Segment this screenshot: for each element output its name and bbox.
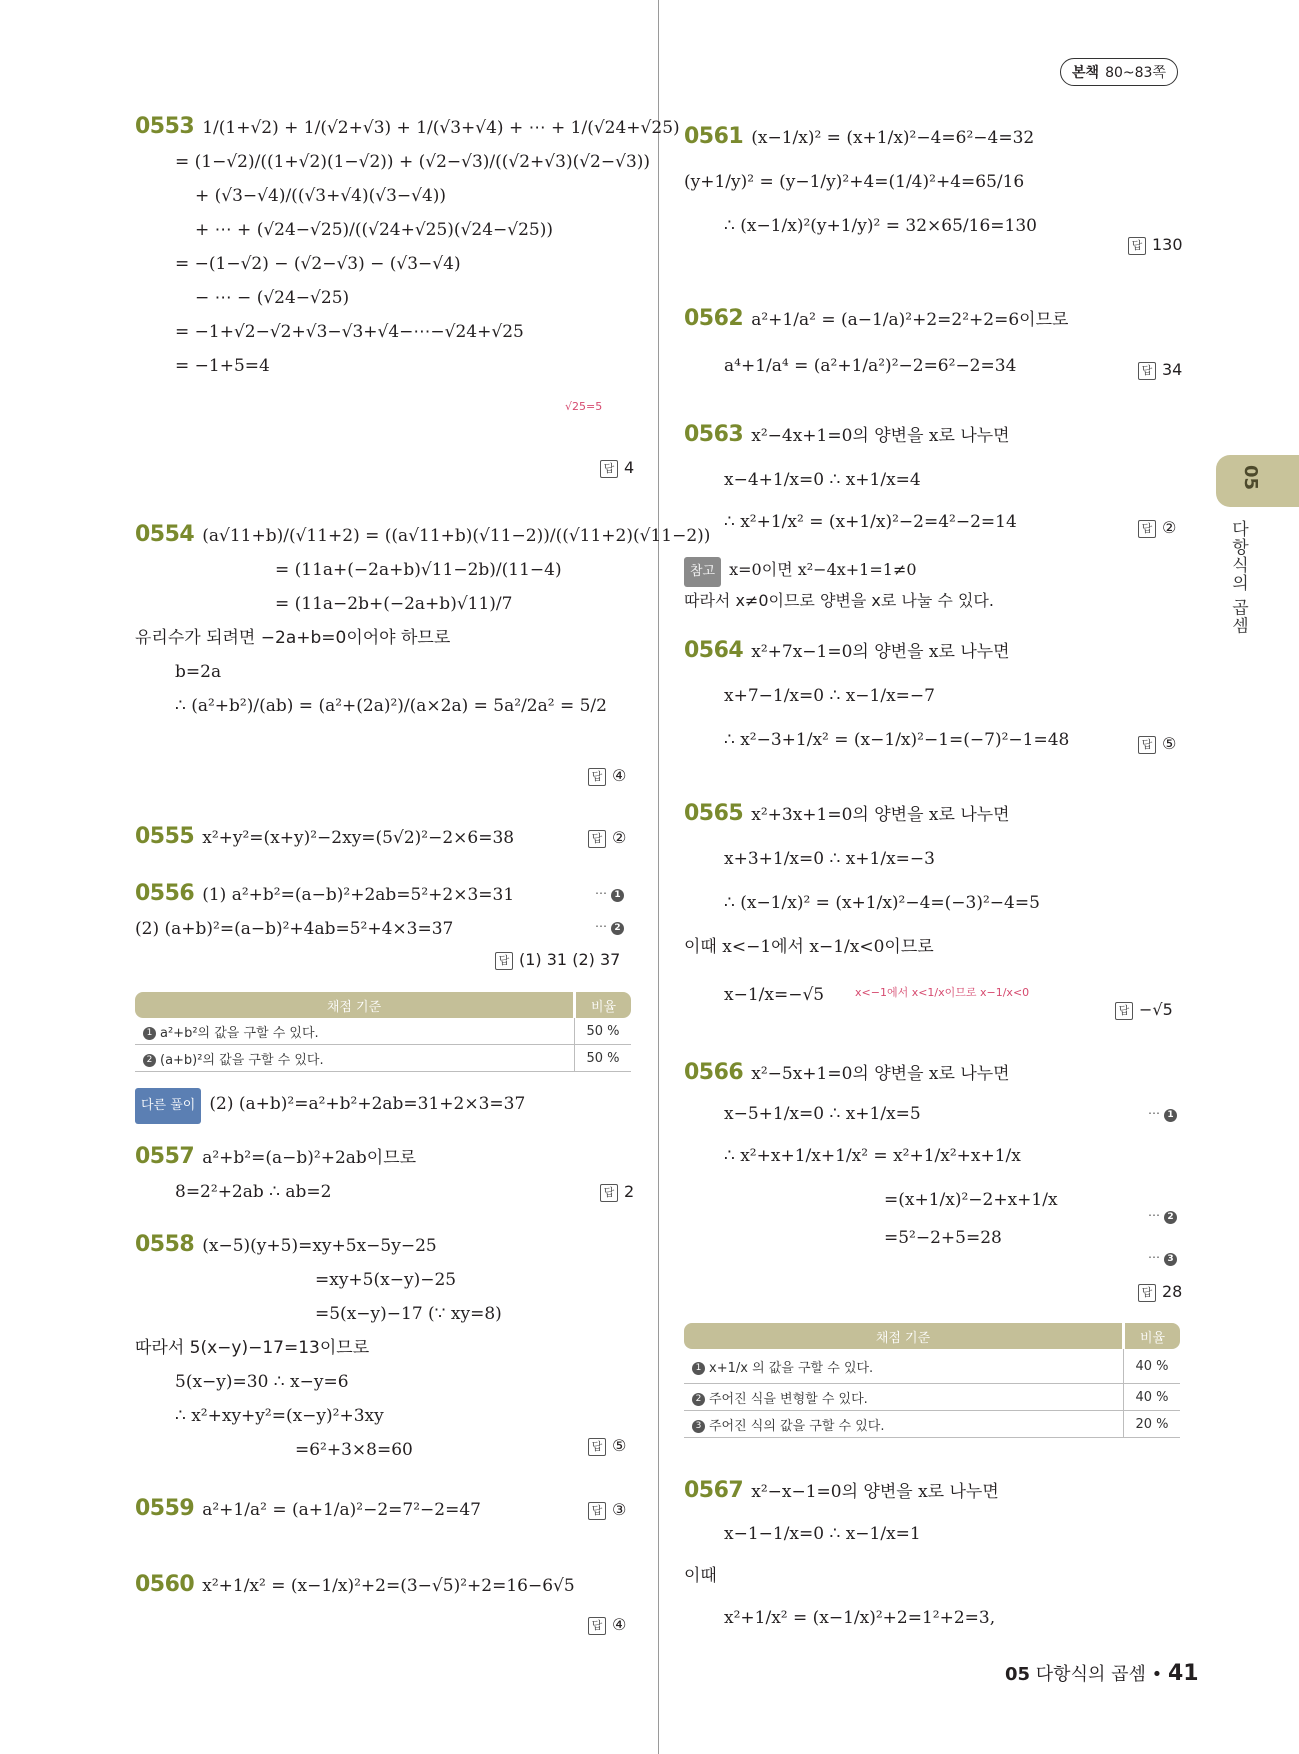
solution-line: (2) (a+b)²=a²+b²+2ab=31+2×3=37 — [209, 1094, 526, 1114]
solution-line: ∴ (x−1/x)² = (x+1/x)²−4=(−3)²−4=5 — [724, 893, 1040, 913]
ratio-header: 비율 — [1124, 1323, 1181, 1349]
solution-line: x²+1/x² = (x−1/x)²+2=(3−√5)²+2=16−6√5 — [202, 1576, 575, 1596]
solution-line: (x−1/x)² = (x+1/x)²−4=6²−4=32 — [751, 128, 1035, 148]
solution-line: =5²−2+5=28 — [884, 1228, 1002, 1248]
solution-line: + (√3−√4)/((√3+√4)(√3−√4)) — [195, 186, 447, 206]
table-row: 3 주어진 식의 값을 구할 수 있다. 20 % — [684, 1411, 1180, 1438]
answer-icon: 답 — [588, 768, 606, 786]
answer-icon: 답 — [588, 1617, 606, 1635]
answer-icon: 답 — [1138, 520, 1156, 538]
answer-0555: 답 ② — [588, 828, 626, 848]
answer-icon: 답 — [588, 1438, 606, 1456]
solution-line: = −1+5=4 — [175, 356, 270, 376]
problem-number: 0559 — [135, 1496, 195, 1521]
answer-0556: 답 (1) 31 (2) 37 — [495, 950, 620, 970]
problem-number: 0556 — [135, 881, 195, 906]
problem-0560 — [135, 1568, 575, 1603]
solution-line: = −(1−√2) − (√2−√3) − (√3−√4) — [175, 254, 461, 274]
problem-number: 0557 — [135, 1144, 195, 1169]
grading-table-0556 — [135, 992, 631, 1072]
problem-number: 0555 — [135, 824, 195, 849]
problem-0557 — [135, 1140, 416, 1209]
solution-line: =xy+5(x−y)−25 — [315, 1270, 457, 1290]
chapter-tab-number: 05 — [1240, 464, 1262, 491]
table-row: 2 주어진 식을 변형할 수 있다. 40 % — [684, 1384, 1180, 1411]
problem-0555 — [135, 820, 514, 855]
problem-0553 — [135, 110, 680, 383]
solution-line: (2) (a+b)²=(a−b)²+4ab=5²+4×3=37 — [135, 919, 454, 939]
solution-line: (y+1/y)² = (y−1/y)²+4=(1/4)²+4=65/16 — [684, 172, 1025, 192]
page-footer — [1005, 1660, 1199, 1686]
answer-0557: 답 2 — [600, 1182, 634, 1202]
solution-line: x+7−1/x=0 ∴ x−1/x=−7 — [724, 686, 935, 706]
solution-line: =(x+1/x)²−2+x+1/x — [884, 1190, 1058, 1210]
problem-number: 0565 — [684, 801, 744, 826]
chapter-side-title: 다항식의 곱셈 — [1228, 520, 1248, 635]
problem-0558 — [135, 1228, 502, 1467]
solution-line: ∴ x²+1/x² = (x+1/x)²−2=4²−2=14 — [724, 512, 1017, 532]
solution-line: x−5+1/x=0 ∴ x+1/x=5 — [724, 1104, 921, 1124]
solution-line: x−1−1/x=0 ∴ x−1/x=1 — [724, 1524, 921, 1544]
page-reference-badge — [1060, 58, 1178, 86]
solution-line: x²−5x+1=0의 양변을 x로 나누면 — [751, 1064, 1010, 1084]
problem-number: 0563 — [684, 422, 744, 447]
reference-line: 따라서 x≠0이므로 양변을 x로 나눌 수 있다. — [684, 591, 994, 610]
answer-icon: 답 — [1138, 1284, 1156, 1302]
solution-line: ∴ (x−1/x)²(y+1/y)² = 32×65/16=130 — [724, 216, 1037, 236]
problem-number: 0561 — [684, 124, 744, 149]
solution-line: a²+b²=(a−b)²+2ab이므로 — [202, 1148, 417, 1168]
answer-icon: 답 — [1138, 736, 1156, 754]
table-row: 1 a²+b²의 값을 구할 수 있다. 50 % — [135, 1018, 631, 1045]
margin-note: √25=5 — [565, 400, 603, 413]
solution-line: 8=2²+2ab ∴ ab=2 — [175, 1182, 332, 1202]
solution-line: 따라서 5(x−y)−17=13이므로 — [135, 1338, 370, 1358]
solution-line: x²+y²=(x+y)²−2xy=(5√2)²−2×6=38 — [202, 828, 515, 848]
alt-solution-tag: 다른 풀이 — [135, 1088, 201, 1124]
solution-line: 1/(1+√2) + 1/(√2+√3) + 1/(√3+√4) + ⋯ + 1/(√24+√25) — [202, 118, 680, 138]
chapter-tab[interactable] — [1216, 455, 1299, 507]
margin-note: x<−1에서 x<1/x이므로 x−1/x<0 — [855, 986, 1030, 999]
problem-0567 — [684, 1474, 999, 1635]
solution-line: x−4+1/x=0 ∴ x+1/x=4 — [724, 470, 921, 490]
reference-note-0563 — [684, 556, 994, 615]
footer-title: 다항식의 곱셈 — [1035, 1664, 1146, 1685]
answer-0559: 답 ③ — [588, 1500, 626, 1520]
solution-line: ∴ (a²+b²)/(ab) = (a²+(2a)²)/(a×2a) = 5a²/2a² = 5/2 — [175, 696, 607, 716]
solution-line: ∴ x²+xy+y²=(x−y)²+3xy — [175, 1406, 384, 1426]
problem-number: 0553 — [135, 114, 195, 139]
footer-separator-dot: • — [1151, 1664, 1163, 1685]
step-marker: ⋯ 2 — [1148, 1208, 1177, 1224]
table-row: 2 (a+b)²의 값을 구할 수 있다. 50 % — [135, 1045, 631, 1072]
answer-icon: 답 — [495, 952, 513, 970]
step-marker: ⋯ 3 — [1148, 1250, 1177, 1266]
step-marker: ⋯ 2 — [595, 919, 624, 935]
reference-tag: 참고 — [684, 557, 721, 587]
answer-0561: 답 130 — [1128, 235, 1183, 255]
solution-line: a²+1/a² = (a+1/a)²−2=7²−2=47 — [202, 1500, 481, 1520]
problem-number: 0564 — [684, 638, 744, 663]
answer-icon: 답 — [600, 1184, 618, 1202]
problem-number: 0562 — [684, 306, 744, 331]
problem-0566 — [684, 1056, 1058, 1255]
grading-table-0566 — [684, 1323, 1180, 1438]
problem-number: 0567 — [684, 1478, 744, 1503]
answer-icon: 답 — [1138, 362, 1156, 380]
answer-0564: 답 ⑤ — [1138, 734, 1176, 754]
ratio-header: 비율 — [575, 992, 632, 1018]
reference-line: x=0이면 x²−4x+1=1≠0 — [729, 560, 917, 579]
solution-line: (1) a²+b²=(a−b)²+2ab=5²+2×3=31 — [202, 885, 515, 905]
solution-line: 유리수가 되려면 −2a+b=0이어야 하므로 — [135, 628, 451, 648]
book-label: 본책 — [1072, 65, 1100, 81]
problem-0561 — [684, 120, 1037, 243]
answer-icon: 답 — [588, 830, 606, 848]
answer-0562: 답 34 — [1138, 360, 1182, 380]
solution-line: x²−4x+1=0의 양변을 x로 나누면 — [751, 426, 1010, 446]
solution-line: ∴ x²−3+1/x² = (x−1/x)²−1=(−7)²−1=48 — [724, 730, 1070, 750]
solution-line: =5(x−y)−17 (∵ xy=8) — [315, 1304, 502, 1324]
problem-0556 — [135, 877, 514, 946]
answer-icon: 답 — [588, 1502, 606, 1520]
problem-number: 0566 — [684, 1060, 744, 1085]
solution-line: = (1−√2)/((1+√2)(1−√2)) + (√2−√3)/((√2+√3)(√2−√3)) — [175, 152, 651, 172]
problem-number: 0560 — [135, 1572, 195, 1597]
problem-0562 — [684, 302, 1068, 383]
problem-0559 — [135, 1492, 481, 1527]
answer-0565: 답 −√5 — [1115, 1000, 1173, 1020]
solution-line: 5(x−y)=30 ∴ x−y=6 — [175, 1372, 349, 1392]
answer-0554: 답 ④ — [588, 766, 626, 786]
solution-line: 이때 x<−1에서 x−1/x<0이므로 — [684, 937, 934, 957]
answer-icon: 답 — [600, 460, 618, 478]
solution-line: x²−x−1=0의 양변을 x로 나누면 — [751, 1482, 999, 1502]
solution-line: x²+7x−1=0의 양변을 x로 나누면 — [751, 642, 1010, 662]
problem-number: 0558 — [135, 1232, 195, 1257]
solution-line: x²+1/x² = (x−1/x)²+2=1²+2=3, — [724, 1608, 996, 1628]
solution-line: b=2a — [175, 662, 222, 682]
solution-line: 이때 — [684, 1566, 717, 1586]
table-row: 1 x+1/x 의 값을 구할 수 있다. 40 % — [684, 1349, 1180, 1384]
answer-0553: 답 4 — [600, 458, 634, 478]
solution-line: a²+1/a² = (a−1/a)²+2=2²+2=6이므로 — [751, 310, 1069, 330]
answer-icon: 답 — [1115, 1002, 1133, 1020]
step-marker: ⋯ 1 — [1148, 1106, 1177, 1122]
problem-number: 0554 — [135, 522, 195, 547]
alternate-solution-0556 — [135, 1087, 525, 1124]
solution-line: (x−5)(y+5)=xy+5x−5y−25 — [202, 1236, 437, 1256]
solution-line: (a√11+b)/(√11+2) = ((a√11+b)(√11−2))/((√11+2)(√11−2)) — [202, 526, 711, 546]
page-number: 41 — [1167, 1661, 1199, 1686]
solution-line: + ⋯ + (√24−√25)/((√24+√25)(√24−√25)) — [195, 220, 554, 240]
solution-line: = (11a+(−2a+b)√11−2b)/(11−4) — [275, 560, 562, 580]
answer-0566: 답 28 — [1138, 1282, 1182, 1302]
problem-0565 — [684, 797, 1040, 1012]
footer-chapter: 05 — [1005, 1664, 1031, 1685]
solution-line: x+3+1/x=0 ∴ x+1/x=−3 — [724, 849, 935, 869]
answer-0558: 답 ⑤ — [588, 1436, 626, 1456]
step-marker: ⋯ 1 — [595, 886, 624, 902]
answer-0563: 답 ② — [1138, 518, 1176, 538]
page-range: 80~83쪽 — [1105, 65, 1166, 81]
solution-line: − ⋯ − (√24−√25) — [195, 288, 350, 308]
answer-icon: 답 — [1128, 237, 1146, 255]
problem-0564 — [684, 634, 1069, 757]
criteria-header: 채점 기준 — [135, 992, 575, 1018]
solution-line: =6²+3×8=60 — [295, 1440, 413, 1460]
solution-line: = −1+√2−√2+√3−√3+√4−⋯−√24+√25 — [175, 322, 524, 342]
solution-line: a⁴+1/a⁴ = (a²+1/a²)²−2=6²−2=34 — [724, 356, 1017, 376]
solution-line: x²+3x+1=0의 양변을 x로 나누면 — [751, 805, 1010, 825]
problem-0554 — [135, 518, 710, 723]
problem-0563 — [684, 418, 1017, 539]
solution-line: x−1/x=−√5 — [724, 985, 825, 1005]
criteria-header: 채점 기준 — [684, 1323, 1124, 1349]
solution-line: ∴ x²+x+1/x+1/x² = x²+1/x²+x+1/x — [724, 1146, 1021, 1166]
solution-line: = (11a−2b+(−2a+b)√11)/7 — [275, 594, 513, 614]
answer-0560: 답 ④ — [588, 1615, 626, 1635]
